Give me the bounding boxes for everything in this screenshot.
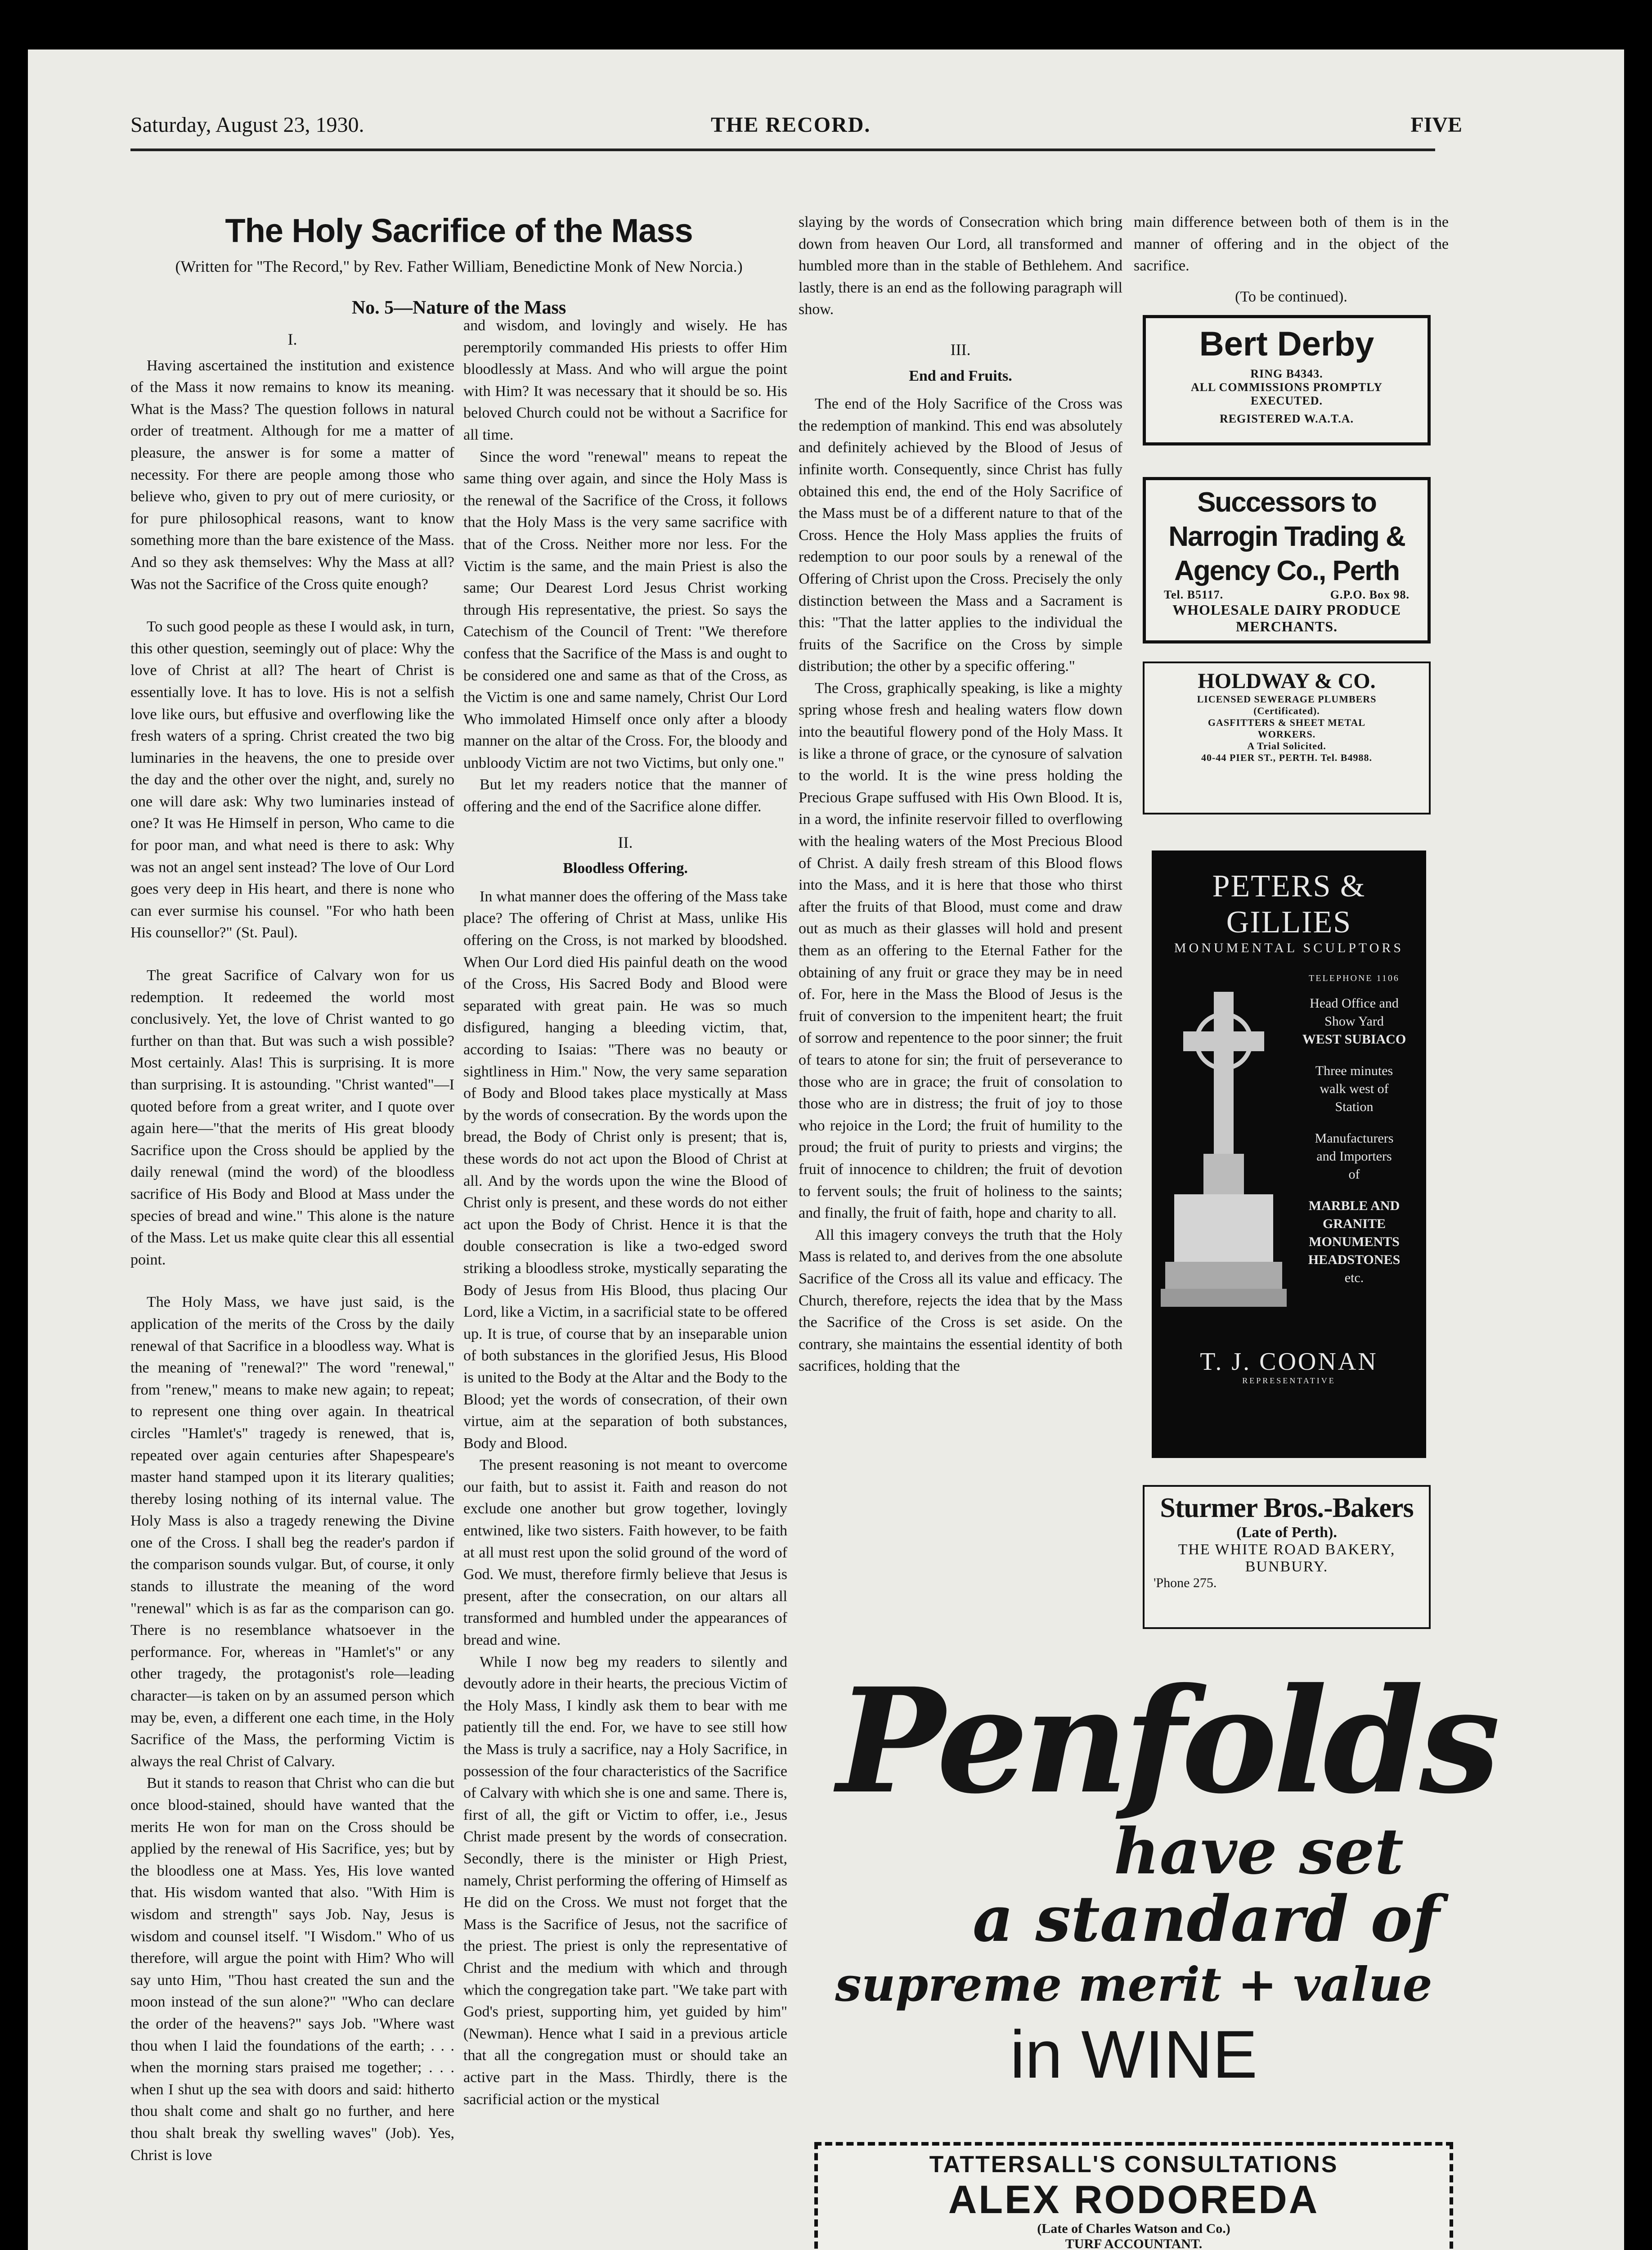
ad-title: Bert Derby: [1199, 325, 1374, 363]
ad-line: Station: [1335, 1099, 1374, 1114]
paragraph: main difference between both of them is in the manner of offering and in the object of the sacrifice.: [1134, 214, 1449, 274]
article-column-1: [130, 324, 454, 2166]
ad-line: Head Office and: [1310, 996, 1399, 1011]
ad-penfolds: [810, 1657, 1496, 2138]
paragraph: slaying by the words of Consecration which bring down from heaven Our Lord, all transformed and humbled more than in the stable of Bethlehem. And lastly, there is an end as the following paragraph will show.: [799, 214, 1122, 318]
paragraph: and wisdom, and lovingly and wisely. He has peremptorily commanded His priests to offer Him bloodlessly at Mass. And who will argue the point with Him? It was necessary that it should be so. His beloved Church could not be without a Sacrifice for all time.: [463, 317, 787, 443]
ad-line: LICENSED SEWERAGE PLUMBERS: [1197, 693, 1377, 705]
ad-phone: TELEPHONE 1106: [1309, 973, 1400, 983]
ad-line: ALL COMMISSIONS PROMPTLY: [1190, 381, 1383, 394]
ad-narrogin-trading: [1143, 477, 1431, 644]
ad-line: TURF ACCOUNTANT.: [1065, 2236, 1203, 2250]
masthead: [130, 112, 1462, 153]
ad-line: Show Yard: [1324, 1014, 1384, 1029]
paragraph: The great Sacrifice of Calvary won for us redemption. It redeemed the world most conclusively. Yet, the love of Christ wanted to go further on than that. But was such a wish possible? Most certainly. Alas! This is surprising. It is more than surprising. It is astounding. "Christ wanted"—I quoted before from a great writer, and I quote over again here—"that the merits of His great bloody Sacrifice upon the Cross should be applied by the daily renewal (mind the word) of the bloodless sacrifice of His Body and Blood at Mass under the species of bread and wine." This alone is the nature of the Mass. Let us make quite clear this all essential point.: [130, 967, 454, 1268]
section-number: III.: [950, 340, 971, 359]
ad-line: Three minutes: [1315, 1063, 1393, 1078]
ad-brand: Penfolds: [837, 1657, 1496, 1826]
ad-line: HEADSTONES: [1308, 1252, 1401, 1267]
paragraph: The present reasoning is not meant to overcome our faith, but to assist it. Faith and reason do not exclude one another but grow together, lovingly entwined, like two sisters. Faith however, to be faith at all must rest upon the solid ground of the word of God. We must, therefore firmly believe that Jesus is present, after the consecration, on our altars all transformed and humbled under the appearances of bread and wine.: [463, 1457, 787, 1649]
ad-line: walk west of: [1320, 1081, 1389, 1096]
ad-title: HOLDWAY & CO.: [1198, 669, 1376, 693]
ad-line: and Importers: [1316, 1149, 1392, 1164]
section-heading: Bloodless Offering.: [563, 860, 688, 877]
paragraph: Since the word "renewal" means to repeat the same thing over again, and since the Holy Mass is the renewal of the Sacrifice of the Cross, it follows that the Holy Mass is the very same sacrifice with that of the Cross. Neither more nor less. For the Victim is the same, and the main Priest is also the same; Our Dearest Lord Jesus Christ working through His representative, the priest. So says the Catechism of the Council of Trent: "We therefore confess that the Sacrifice of the Mass is and ought to be considered one and same as that of the Cross, as the Victim is one and same namely, Christ Our Lord Who immolated Himself once only after a bloody manner on the altar of the Cross. For, the bloody and unbloody Victim are not two Victims, but only one.": [463, 448, 787, 771]
ad-line: THE WHITE ROAD BAKERY,: [1178, 1541, 1396, 1558]
article-column-2: [463, 315, 787, 2110]
masthead-rule: [130, 148, 1435, 151]
paragraph: But it stands to reason that Christ who can die but once blood-stained, should have wanted that the merits He won for man on the Cross should be applied by the renewal of His Sacrifice, yes; but by the bloodless one at Mass. Yes, His love wanted that. His wisdom wanted that also. "With Him is wisdom and strength" says Job. Nay, Jesus is wisdom and counsel itself. "I Wisdom." Who of us therefore, will argue the point with Him? Who will say unto Him, "Thou hast created the sun and the moon instead of the sun alone?" "Who can declare the order of the heavens?" says Job. "Where wast thou when I laid the foundations of the earth; . . . when the morning stars praised me together; . . . when I shut up the sea with doors and said: hitherto thou shalt come and shalt go no further, and here thou shalt break thy swelling waves" (Job). Yes, Christ is love: [130, 1775, 454, 2164]
section-heading: End and Fruits.: [909, 367, 1012, 384]
celtic-cross-monument-icon: [1161, 983, 1287, 1316]
ad-trade: MONUMENTAL SCULPTORS: [1174, 940, 1404, 955]
ad-sturmer-bros: [1143, 1485, 1431, 1629]
ad-line: (Late of Perth).: [1236, 1524, 1337, 1541]
ad-line: MERCHANTS.: [1235, 618, 1338, 634]
ad-line: REGISTERED W.A.T.A.: [1219, 412, 1354, 425]
paragraph: The Holy Mass, we have just said, is the application of the merits of the Cross by the daily renewal of that Sacrifice in a bloodless way. What is the meaning of "renewal?" The word "renewal," from "renew," means to make new again; to repeat; to represent one thing over again. In theatrical circles "Hamlet's" tragedy is renewed, that is, repeated over again centuries after Shapespeare's master hand stamped upon it its literary qualities; thereby losing nothing of its internal value. The Holy Mass is also a tragedy renewing the Divine one of the Cross. I shall beg the reader's pardon if the comparison sounds vulgar. But, of course, it only stands to illustrate the meaning of the word "renewal" which is as far as the comparison can go. There is no resemblance whatsoever in the performance. For, whereas in "Hamlet's" or any other tragedy, the protagonist's role—leading character—is taken on by an assumed person which may be, even, a different one each time, in the Holy Sacrifice of the Mass, the performing Victim is always the real Christ of Calvary.: [130, 1294, 454, 1770]
paragraph: The end of the Holy Sacrifice of the Cross was the redemption of mankind. This end was absolutely and definitely achieved by the Blood of Jesus of infinite worth. Consequently, since Christ has fully obtained this end, the end of the Holy Sacrifice of the Mass must be of a different nature to that of the Cross. Hence the Holy Mass applies the fruits of redemption to our poor souls by a renewal of the Offering of Christ upon the Cross. Precisely the only distinction between the Mass and a Sacrament is this: "That the latter applies to the individual the fruits of the Sacrifice on the Cross by simple distribution; the other by a specific offering.": [799, 396, 1122, 675]
ad-representative-title: REPRESENTATIVE: [1242, 1376, 1336, 1385]
ad-line: Manufacturers: [1315, 1131, 1394, 1146]
ad-line: (Certificated).: [1253, 705, 1320, 716]
ad-title: PETERS & GILLIES: [1212, 869, 1366, 940]
ad-line: 40-44 PIER ST., PERTH. Tel. B4988.: [1201, 752, 1372, 763]
ad-name: ALEX RODOREDA: [948, 2177, 1320, 2222]
article-column-4: [1134, 212, 1449, 308]
article-title: The Holy Sacrifice of the Mass: [225, 212, 693, 249]
ad-phone: 'Phone 275.: [1154, 1575, 1217, 1590]
ad-line: EXECUTED.: [1251, 394, 1323, 407]
ad-holdway: [1143, 662, 1431, 814]
ad-phone: Tel. B5117.: [1164, 588, 1224, 601]
ad-line: in WINE: [1010, 2016, 1258, 2092]
ad-line: etc.: [1344, 1270, 1364, 1285]
ad-line: a standard of: [972, 1882, 1440, 1956]
ad-title: Sturmer Bros.-Bakers: [1160, 1493, 1414, 1523]
ad-tattersalls: [814, 2142, 1453, 2250]
paper-name: THE RECORD.: [711, 113, 871, 137]
ad-bert-derby: [1143, 315, 1431, 446]
ad-title: TATTERSALL'S CONSULTATIONS: [929, 2151, 1338, 2178]
ad-line: of: [1348, 1167, 1360, 1182]
paragraph: The Cross, graphically speaking, is like a mighty spring whose fresh and healing waters flow down into the beautiful flowery pond of the Holy Mass. It is like a throne of grace, or the cynosure of salvation to the world. It is the wine press holding the Precious Grape suffused with His Own Blood. It is, in a word, the infinite reservoir filled to overflowing with the healing waters of the Most Precious Blood of Christ. A daily fresh stream of this Blood flows into the Mass, and it is here that those who thirst after the fruits of that Blood, must come and draw out as much as their glasses will hold and present them as an offering to the Eternal Father for the obtaining of any fruit or grace they may be in need of. For, here in the Mass the Blood of Jesus is the fruit of conversion to the impenitent heart; the fruit of sorrow and repentence to the poor sinner; the fruit of tears to atone for sin; the fruit of perseverance to those who are in grace; the fruit of consolation to those who are in distress; the fruit of joy to those who rejoice in the Lord; the fruit of humility to the proud; the fruit of purity to priests and virgins; the fruit of innocence to children; the fruit of devotion to fervent souls; the fruit of holiness to the saints; and finally, the fruit of faith, hope and charity to all.: [799, 680, 1122, 1222]
ad-pobox: G.P.O. Box 98.: [1330, 588, 1410, 601]
ad-line: MARBLE AND: [1308, 1198, 1400, 1213]
article-credit: (Written for "The Record," by Rev. Father William, Benedictine Monk of New Norcia.): [175, 257, 743, 275]
ad-line: MONUMENTS: [1309, 1234, 1400, 1249]
paragraph: All this imagery conveys the truth that the Holy Mass is related to, and derives from the one absolute Sacrifice of the Cross all its value and efficacy. The Church, therefore, rejects the idea that by the Mass the Sacrifice of the Cross is set aside. On the contrary, she maintains the essential identity of both sacrifices, holding that the: [799, 1226, 1122, 1375]
ad-title: Successors to Narrogin Trading & Agency Co., Perth: [1168, 487, 1405, 586]
ad-line: RING B4343.: [1250, 367, 1323, 380]
ad-line: WORKERS.: [1257, 729, 1316, 740]
article-column-3: [799, 212, 1122, 1377]
ad-peters-gillies: [1152, 850, 1426, 1458]
paragraph: Having ascertained the institution and existence of the Mass it now remains to know its meaning. What is the Mass? The question follows in natural order of treatment. Although for me a matter of pleasure, the answer is for some a matter of necessity. For there are people among those who believe who, given to pry out of mere curiosity, or for pure philosophical reasons, want to know something more than the bare existence of the Mass. And so they ask themselves: Why the Mass at all? Was not the Sacrifice of the Cross quite enough?: [130, 357, 454, 593]
continued-note: (To be continued).: [1235, 288, 1347, 305]
ad-line: WEST SUBIACO: [1302, 1032, 1406, 1047]
ad-line: supreme merit + value: [835, 1957, 1432, 2012]
ad-line: (Late of Charles Watson and Co.): [1037, 2221, 1230, 2236]
section-number: I.: [287, 330, 297, 348]
ad-line: GASFITTERS & SHEET METAL: [1208, 717, 1366, 728]
paragraph: To such good people as these I would ask, in turn, this other question, seemingly out of place: Why the love of Christ at all? The heart of Christ is essentially love. It has to love. His is not a selfish love like ours, but effusive and overflowing like the fresh waters of a spring. Christ created the two big luminaries in the heavens, the one to preside over the day and the other over the night, and, surely no one will dare ask: Why two luminaries instead of one? It was He Himself in person, Who came to die for poor man, and what need is there to ask: Why was not an angel sent instead? The love of Our Lord goes very deep in His heart, and there is none who can ever surmise his counsel. "For who hath been His counsellor?" (St. Paul).: [130, 618, 454, 941]
ad-line: have set: [1113, 1815, 1404, 1889]
paragraph: While I now beg my readers to silently and devoutly adore in their hearts, the precious Victim of the Holy Mass, I kindly ask them to bear with me patiently till the end. For, we have to see still how the Mass is truly a sacrifice, nay a Holy Sacrifice, in possession of the four characteristics of the Sacrifice of Calvary with which she is one and same. There is, first of all, the gift or Victim to offer, i.e., Jesus Christ made present by the words of consecration. Secondly, there is the minister or High Priest, namely, Christ performing the offering of Himself as He did on the Cross. We must not forget that the Mass is the Sacrifice of Jesus, not the sacrifice of the priest. The priest is only the representative of Christ and the medium with which and through which the congregation take part. "We take part with God's priest, supporting him, yet guided by him" (Newman). Hence what I said in a previous article that all the congregation must or should take an active part in the Mass. Thirdly, there is the sacrificial action or the mystical: [463, 1653, 787, 2108]
ad-representative: T. J. COONAN: [1200, 1348, 1378, 1376]
paragraph: In what manner does the offering of the Mass take place? The offering of Christ at Mass, unlike His offering on the Cross, is not marked by bloodshed. When Our Lord died His painful death on the wood of the Cross, His Sacred Body and Blood were separated with great pain. He was so much disfigured, hanging a bleeding victim, that, according to Isaias: "There was no beauty or sightliness in Him." Now, the very same separation of Body and Blood takes place mystically at Mass by the words of consecration. By the words upon the bread, the Body of Christ only is present; that is, these words do not act upon the Blood of Christ at all. And by the words upon the wine the Blood of Christ only is present, and these words do not either act upon the Body of Christ. Hence it is that the double consecration is like a two-edged sword striking a bloodless stroke, mystically separating the Body of Jesus from His Blood, thus placing Our Lord, like a Victim, in a sacrificial state to be offered up. It is true, of course that by an inseparable union of both substances in the glorified Jesus, His Blood is united to the Body at the Altar and the Body to the Blood; yet the words of consecration, of their own virtue, aim at the separation of both substances, Body and Blood.: [463, 888, 787, 1452]
ad-line: GRANITE: [1322, 1216, 1386, 1231]
ad-line: A Trial Solicited.: [1247, 740, 1326, 752]
ad-line: WHOLESALE DAIRY PRODUCE: [1172, 602, 1401, 618]
article-subtitle: No. 5—Nature of the Mass: [351, 297, 566, 318]
ad-line: BUNBURY.: [1245, 1558, 1329, 1575]
page-number: FIVE: [1410, 113, 1462, 137]
section-number: II.: [618, 833, 633, 851]
issue-date: Saturday, August 23, 1930.: [130, 113, 364, 137]
paragraph: But let my readers notice that the manner of offering and the end of the Sacrifice alone differ.: [463, 776, 787, 815]
